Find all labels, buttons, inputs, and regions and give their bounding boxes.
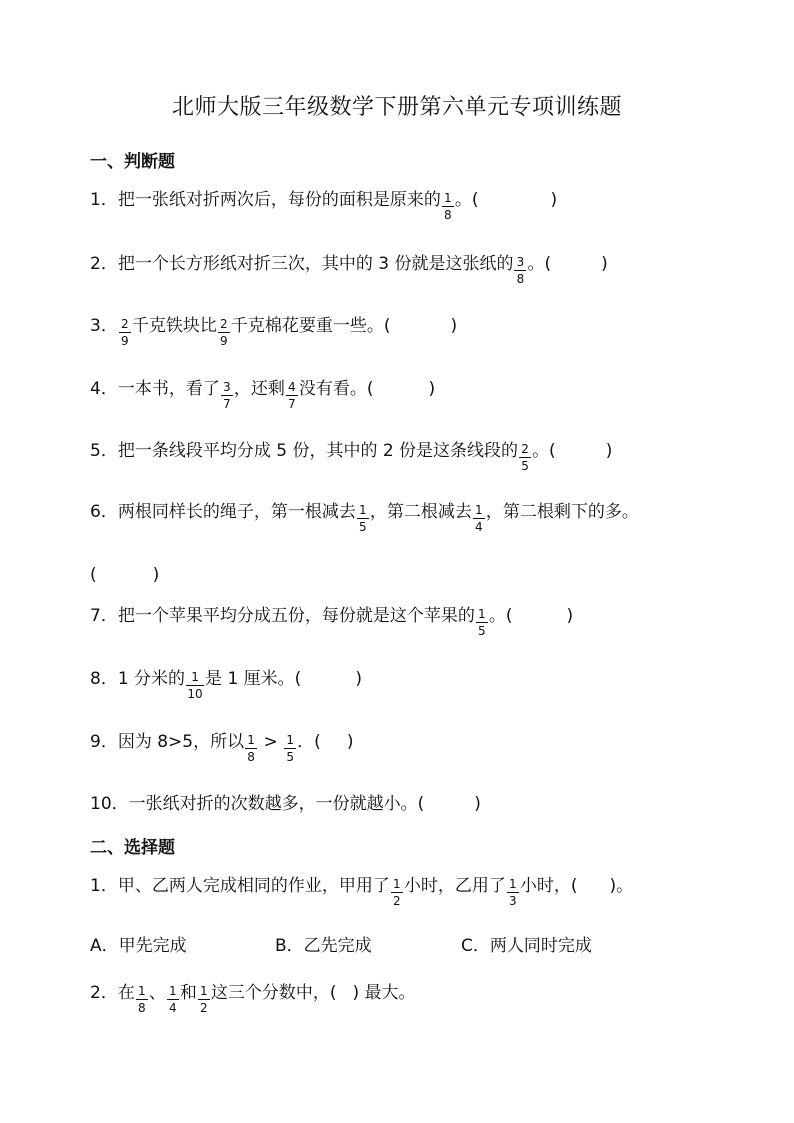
fraction-bar [198,999,210,1000]
question-4 [90,374,436,411]
fraction-denominator: 7 [288,397,296,411]
question-3-fraction-2 [217,311,231,348]
choice-question-1-fraction-2 [506,871,520,908]
question-8-paren-close: ) [355,669,362,689]
question-8 [90,664,362,701]
question-10-paren-close: ) [474,794,481,814]
fraction-numerator: 1 [444,191,452,205]
question-3-text-end: 千克棉花要重一些。( [230,316,391,336]
question-7-fraction [475,601,489,638]
fraction-bar [284,748,296,749]
fraction-denominator: 8 [138,1001,146,1015]
choice-question-1-text: 1．甲、乙两人完成相同的作业，甲用了 [90,876,390,896]
fraction-bar [442,206,454,207]
question-5-fraction [518,436,532,473]
fraction-numerator: 3 [516,255,525,269]
fraction-denominator: 5 [359,520,367,534]
question-4-text-mid: ，还剩 [233,379,285,399]
fraction-numerator: 1 [138,984,146,998]
choice-question-2-text: 2．在 [90,983,135,1003]
fraction-denominator: 5 [286,750,294,764]
fraction-bar [119,332,131,333]
fraction-numerator: 1 [509,877,517,891]
choice-question-2 [90,978,416,1015]
question-1-fraction [441,185,455,222]
fraction-denominator: 4 [475,520,483,534]
fraction-denominator: 5 [478,624,486,638]
choice-question-1-text-mid: 小时，乙用了 [403,876,506,896]
fraction-denominator: 9 [121,334,129,348]
question-6-text: 6．两根同样长的绳子，第一根减去 [90,502,356,522]
fraction-numerator: 1 [359,503,367,517]
fraction-numerator: 2 [121,317,129,331]
question-9-fraction-2 [283,727,297,764]
question-7 [90,601,574,638]
question-9-paren-close: ) [346,732,354,752]
option-b[interactable]: B．乙先完成 [275,936,372,956]
question-2-paren-open: 。( [527,254,552,274]
fraction-denominator: 8 [444,208,452,222]
fraction-bar [514,270,526,271]
question-6 [90,497,639,534]
fraction-numerator: 2 [220,317,228,331]
fraction-denominator: 3 [509,894,517,908]
fraction-numerator: 1 [478,607,486,621]
fraction-denominator: 2 [200,1001,208,1015]
question-7-paren-close: ) [566,606,574,626]
fraction-bar [186,685,204,686]
question-5-paren-close: ) [605,441,613,461]
question-1-paren-close: ) [550,190,558,210]
question-3-fraction-1 [118,311,132,348]
choice-question-1-text-end: 小时，( [519,876,578,896]
question-4-text: 4．一本书，看了 [90,379,220,399]
fraction-bar [391,892,403,893]
fraction-denominator: 8 [247,750,255,764]
question-3-paren-close: ) [450,316,458,336]
question-6-text-mid: ，第二根减去 [369,502,472,522]
choice-question-2-paren-close: ) 最大。 [352,983,416,1003]
question-3-text-mid: 千克铁块比 [131,316,217,336]
fraction-denominator: 9 [220,334,228,348]
fraction-bar [221,395,233,396]
question-9 [90,727,354,764]
question-6-paren-open: ( [90,565,97,585]
choice-question-2-text-end: 这三个分数中，( [210,983,337,1003]
question-9-paren-open: ．( [297,732,321,752]
option-a[interactable]: A．甲先完成 [90,936,187,956]
fraction-denominator: 10 [187,687,203,701]
question-9-fraction-1 [244,727,258,764]
question-1-paren-open: 。( [454,190,479,210]
question-6-fraction-1 [356,497,370,534]
question-5 [90,436,613,473]
question-2 [90,249,608,286]
fraction-denominator: 5 [521,459,529,473]
fraction-denominator: 2 [393,894,401,908]
fraction-bar [167,999,179,1000]
fraction-bar [136,999,148,1000]
fraction-numerator: 1 [200,984,208,998]
question-6-text-end: ，第二根剩下的多。 [485,502,639,522]
choice-question-2-fraction-1 [135,978,149,1015]
fraction-numerator: 1 [247,733,255,747]
fraction-bar [507,892,519,893]
question-2-fraction [513,249,527,286]
choice-question-1-fraction-1 [390,871,404,908]
fraction-numerator: 2 [521,442,529,456]
choice-question-1 [90,871,634,908]
question-8-fraction [185,664,205,701]
question-3-number: 3． [90,316,118,336]
fraction-numerator: 1 [191,670,199,684]
option-c[interactable]: C．两人同时完成 [461,936,592,956]
page-title: 北师大版三年级数学下册第六单元专项训练题 [171,95,622,120]
section-heading-multiple-choice: 二、选择题 [90,838,175,858]
fraction-bar [357,518,369,519]
choice-question-1-paren-close: )。 [609,876,634,896]
question-4-fraction-1 [220,374,234,411]
question-2-paren-close: ) [601,254,608,274]
fraction-bar [476,622,488,623]
question-4-paren-close: ) [428,379,436,399]
question-4-fraction-2 [285,374,299,411]
question-2-text: 2．把一个长方形纸对折三次，其中的 3 份就是这张纸的 [90,254,514,274]
question-9-greater-than: > [258,732,284,752]
question-10 [90,789,481,819]
question-9-text: 9．因为 8>5，所以 [90,732,245,752]
fraction-numerator: 1 [393,877,401,891]
fraction-bar [245,748,257,749]
question-3 [90,311,458,348]
fraction-bar [286,395,298,396]
question-7-paren-open: 。( [488,606,513,626]
section-heading-true-false: 一、判断题 [90,152,175,172]
fraction-denominator: 4 [169,1001,177,1015]
fraction-bar [218,332,230,333]
fraction-bar [519,457,531,458]
question-6-fraction-2 [472,497,486,534]
choice-question-2-separator-2: 和 [179,983,197,1003]
question-7-text: 7．把一个苹果平均分成五份，每份就是这个苹果的 [90,606,475,626]
fraction-numerator: 1 [475,503,483,517]
choice-question-2-fraction-3 [197,978,211,1015]
question-1-text: 1．把一张纸对折两次后，每份的面积是原来的 [90,190,441,210]
question-8-text-end: 是 1 厘米。( [205,669,302,689]
fraction-denominator: 8 [516,272,525,286]
question-10-text: 10．一张纸对折的次数越多，一份就越小。( [90,794,425,814]
fraction-numerator: 1 [169,984,177,998]
question-4-text-end: 没有看。( [298,379,374,399]
fraction-bar [473,518,485,519]
fraction-numerator: 4 [288,380,296,394]
fraction-numerator: 3 [223,380,231,394]
question-5-text: 5．把一条线段平均分成 5 份，其中的 2 份是这条线段的 [90,441,519,461]
question-6-paren-close: ) [152,565,160,585]
fraction-numerator: 1 [286,733,294,747]
question-8-text: 8．1 分米的 [90,669,186,689]
question-6-answer-line [90,560,159,590]
fraction-denominator: 7 [223,397,231,411]
question-5-paren-open: 。( [532,441,556,461]
question-1 [90,185,558,222]
choice-question-2-fraction-2 [166,978,180,1015]
choice-question-2-separator-1: 、 [148,983,166,1003]
